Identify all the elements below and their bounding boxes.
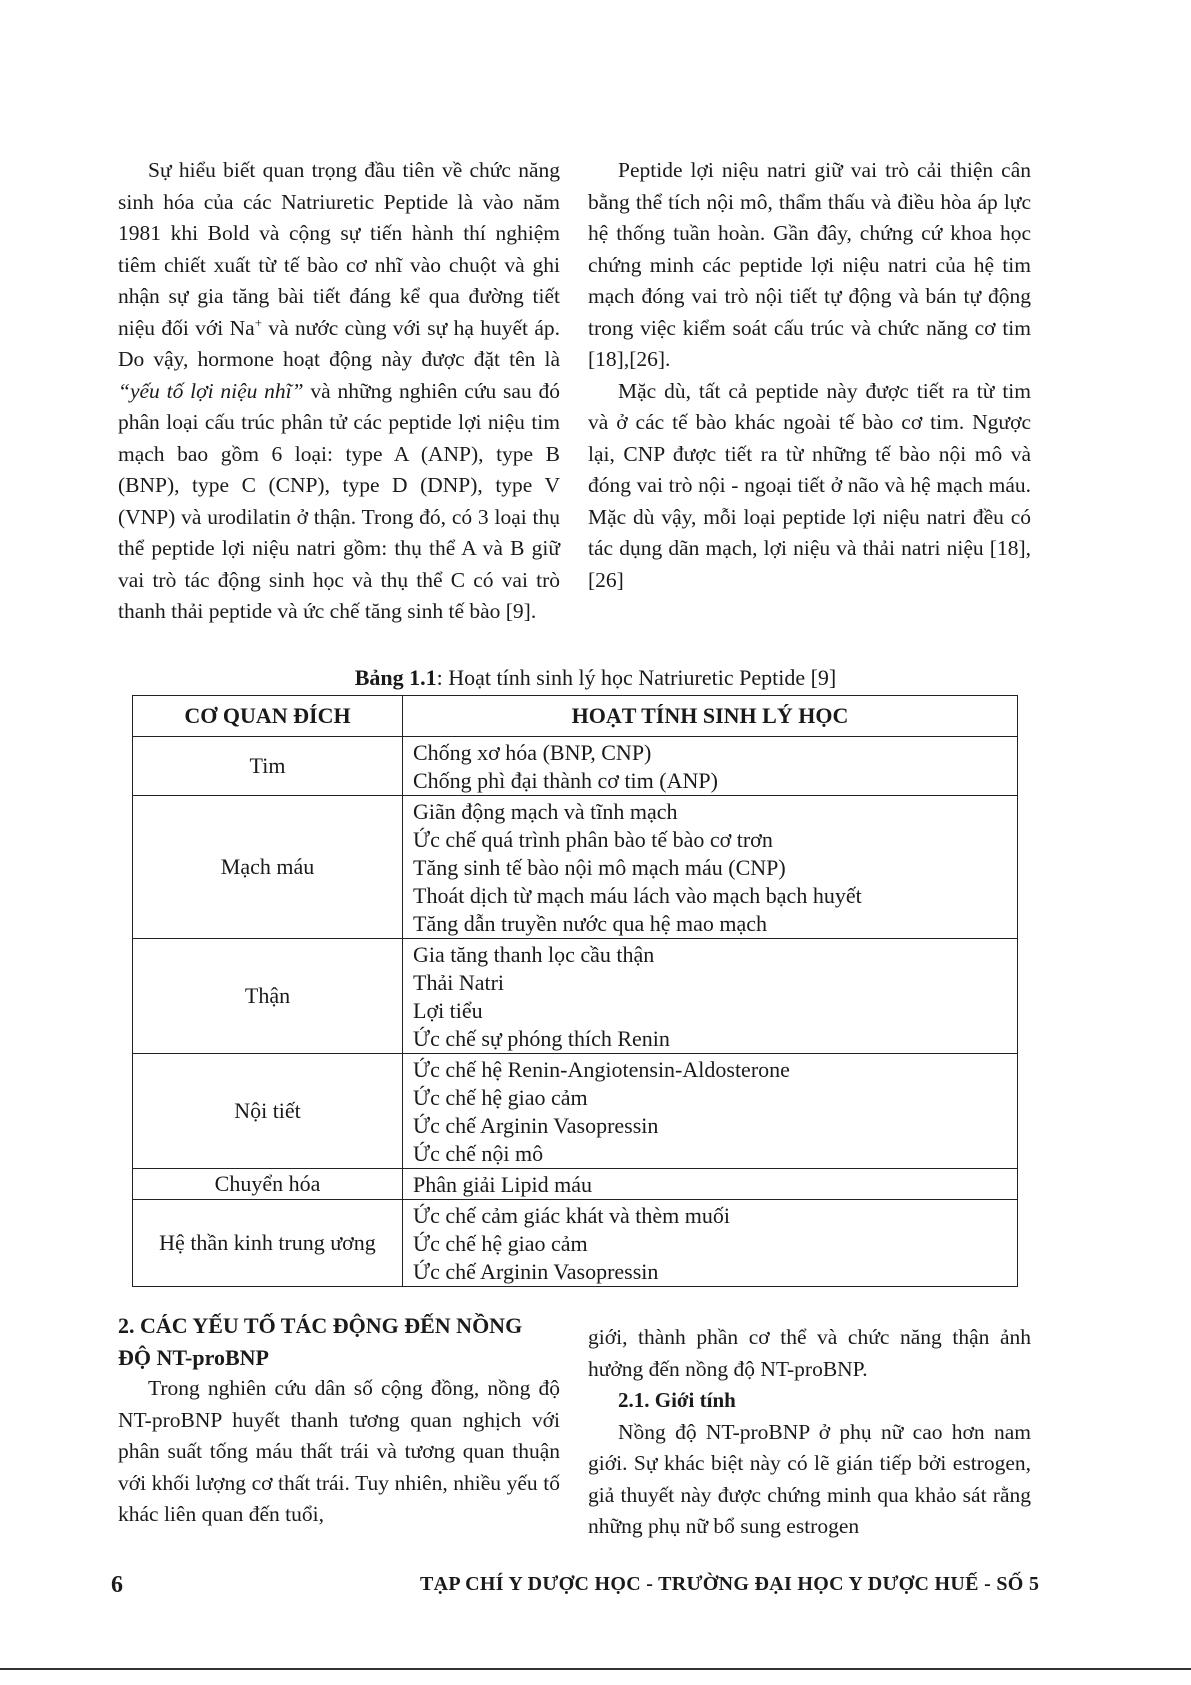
right-column-top bbox=[588, 155, 1031, 596]
table-row bbox=[133, 939, 1018, 1054]
table-caption: Bảng 1.1: Hoạt tính sinh lý học Natriuretic Peptide [9] bbox=[354, 665, 837, 690]
section-title: 2. CÁC YẾU TỐ TÁC ĐỘNG ĐẾN NỒNG ĐỘ NT-proBNP bbox=[118, 1313, 523, 1370]
italic-term: “yếu tố lợi niệu nhĩ” bbox=[118, 378, 304, 403]
target-organ-cell: Chuyển hóa bbox=[133, 1169, 403, 1200]
right-column-bottom bbox=[588, 1322, 1031, 1543]
activity-cell bbox=[403, 737, 1018, 796]
table-header-row bbox=[133, 696, 1018, 737]
header-target-organ: CƠ QUAN ĐÍCH bbox=[133, 696, 403, 737]
paragraph-peptide-secretion: Mặc dù, tất cả peptide này được tiết ra từ tim và ở các tế bào khác ngoài tế bào cơ tim. Ngược lại, CNP được tiết ra từ những tế bào nội mô và đóng vai trò nội - ngoại tiết ở não và hệ mạch máu. Mặc dù vậy, mỗi loại peptide lợi niệu natri đều có tác dụng dãn mạch, lợi niệu và thải natri niệu [18],[26] bbox=[588, 378, 1031, 592]
paragraph-gender: Nồng độ NT-proBNP ở phụ nữ cao hơn nam giới. Sự khác biệt này có lẽ gián tiếp bởi estrogen, giả thuyết này được chứng minh qua khảo sát rằng những phụ nữ bổ sung estrogen bbox=[588, 1419, 1031, 1538]
activity-item: Thải Natri bbox=[413, 970, 505, 995]
activity-item: Ức chế Arginin Vasopressin bbox=[413, 1113, 659, 1138]
table-body bbox=[133, 737, 1018, 1287]
activity-cell bbox=[403, 1169, 1018, 1200]
left-column-top bbox=[118, 155, 560, 628]
paragraph-peptide-role: Peptide lợi niệu natri giữ vai trò cải thiện cân bằng thể tích nội mô, thẩm thấu và điều hòa áp lực hệ thống tuần hoàn. Gần đây, chứng cứ khoa học chứng minh các peptide lợi niệu natri của hệ tim mạch đóng vai trò nội tiết tự động và bán tự động trong việc kiểm soát cấu trúc và chức năng cơ tim [18],[26]. bbox=[588, 158, 1031, 371]
paragraph-factors-continued: giới, thành phần cơ thể và chức năng thận ảnh hưởng đến nồng độ NT-proBNP. bbox=[588, 1325, 1031, 1381]
activity-cell bbox=[403, 1200, 1018, 1287]
activity-item: Ức chế hệ giao cảm bbox=[413, 1231, 588, 1256]
table-row bbox=[133, 1169, 1018, 1200]
physiology-activity-table bbox=[132, 695, 1018, 1287]
activity-item: Chống xơ hóa (BNP, CNP) bbox=[413, 740, 652, 765]
activity-item: Tăng dẫn truyền nước qua hệ mao mạch bbox=[413, 911, 768, 936]
activity-cell bbox=[403, 796, 1018, 939]
activity-item: Ức chế hệ giao cảm bbox=[413, 1085, 588, 1110]
paragraph-community-study: Trong nghiên cứu dân số cộng đồng, nồng độ NT-proBNP huyết thanh tương quan nghịch với phân suất tống máu thất trái và tương quan thuận với khối lượng cơ thất trái. Tuy nhiên, nhiều yếu tố khác liên quan đến tuổi, bbox=[118, 1376, 560, 1526]
journal-footer: TẠP CHÍ Y DƯỢC HỌC - TRƯỜNG ĐẠI HỌC Y DƯỢC HUẾ - SỐ 5 bbox=[420, 1573, 1040, 1595]
superscript-plus: + bbox=[254, 314, 263, 330]
table-row bbox=[133, 796, 1018, 939]
table-row bbox=[133, 1054, 1018, 1169]
activity-cell bbox=[403, 939, 1018, 1054]
bottom-rule bbox=[0, 1668, 1191, 1670]
target-organ-cell: Thận bbox=[133, 939, 403, 1054]
subsection-title: 2.1. Giới tính bbox=[618, 1388, 736, 1412]
activity-item: Giãn động mạch và tĩnh mạch bbox=[413, 799, 678, 824]
activity-item: Ức chế hệ Renin-Angiotensin-Aldosterone bbox=[413, 1057, 790, 1082]
activity-item: Lợi tiểu bbox=[413, 998, 483, 1023]
activity-item: Ức chế cảm giác khát và thèm muối bbox=[413, 1203, 731, 1228]
activity-item: Ức chế Arginin Vasopressin bbox=[413, 1259, 659, 1284]
activity-cell bbox=[403, 1054, 1018, 1169]
paragraph-natriuretic-history: Sự hiểu biết quan trọng đầu tiên về chức năng sinh hóa của các Natriuretic Peptide là vào năm 1981 khi Bold và cộng sự tiến hành thí nghiệm tiêm chiết xuất từ tế bào cơ nhĩ vào chuột và ghi nhận sự gia tăng bài tiết đáng kể qua đường tiết niệu đối với Na+ và nước cùng với sự hạ huyết áp. Do vậy, hormone hoạt động này được đặt tên là “yếu tố lợi niệu nhĩ” và những nghiên cứu sau đó phân loại cấu trúc phân tử các peptide lợi niệu tim mạch bao gồm 6 loại: type A (ANP), type B (BNP), type C (CNP), type D (DNP), type V (VNP) và urodilatin ở thận. Trong đó, có 3 loại thụ thể peptide lợi niệu natri gồm: thụ thể A và B giữ vai trò tác động sinh học và thụ thể C có vai trò thanh thải peptide và ức chế tăng sinh tế bào [9]. bbox=[118, 158, 560, 623]
target-organ-cell: Mạch máu bbox=[133, 796, 403, 939]
header-physiological-activity: HOẠT TÍNH SINH LÝ HỌC bbox=[403, 696, 1018, 737]
activity-item: Ức chế sự phóng thích Renin bbox=[413, 1026, 670, 1051]
activity-item: Gia tăng thanh lọc cầu thận bbox=[413, 942, 655, 967]
activity-item: Tăng sinh tế bào nội mô mạch máu (CNP) bbox=[413, 855, 786, 880]
target-organ-cell: Hệ thần kinh trung ương bbox=[133, 1200, 403, 1287]
activity-item: Ức chế nội mô bbox=[413, 1141, 544, 1166]
page-number: 6 bbox=[111, 1572, 123, 1598]
target-organ-cell: Tim bbox=[133, 737, 403, 796]
activity-item: Chống phì đại thành cơ tim (ANP) bbox=[413, 768, 718, 793]
left-column-bottom bbox=[118, 1310, 560, 1531]
activity-item: Ức chế quá trình phân bào tế bào cơ trơn bbox=[413, 827, 773, 852]
activity-item: Thoát dịch từ mạch máu lách vào mạch bạch huyết bbox=[413, 883, 862, 908]
activity-item: Phân giải Lipid máu bbox=[413, 1172, 593, 1197]
table-row bbox=[133, 737, 1018, 796]
table-row bbox=[133, 1200, 1018, 1287]
target-organ-cell: Nội tiết bbox=[133, 1054, 403, 1169]
